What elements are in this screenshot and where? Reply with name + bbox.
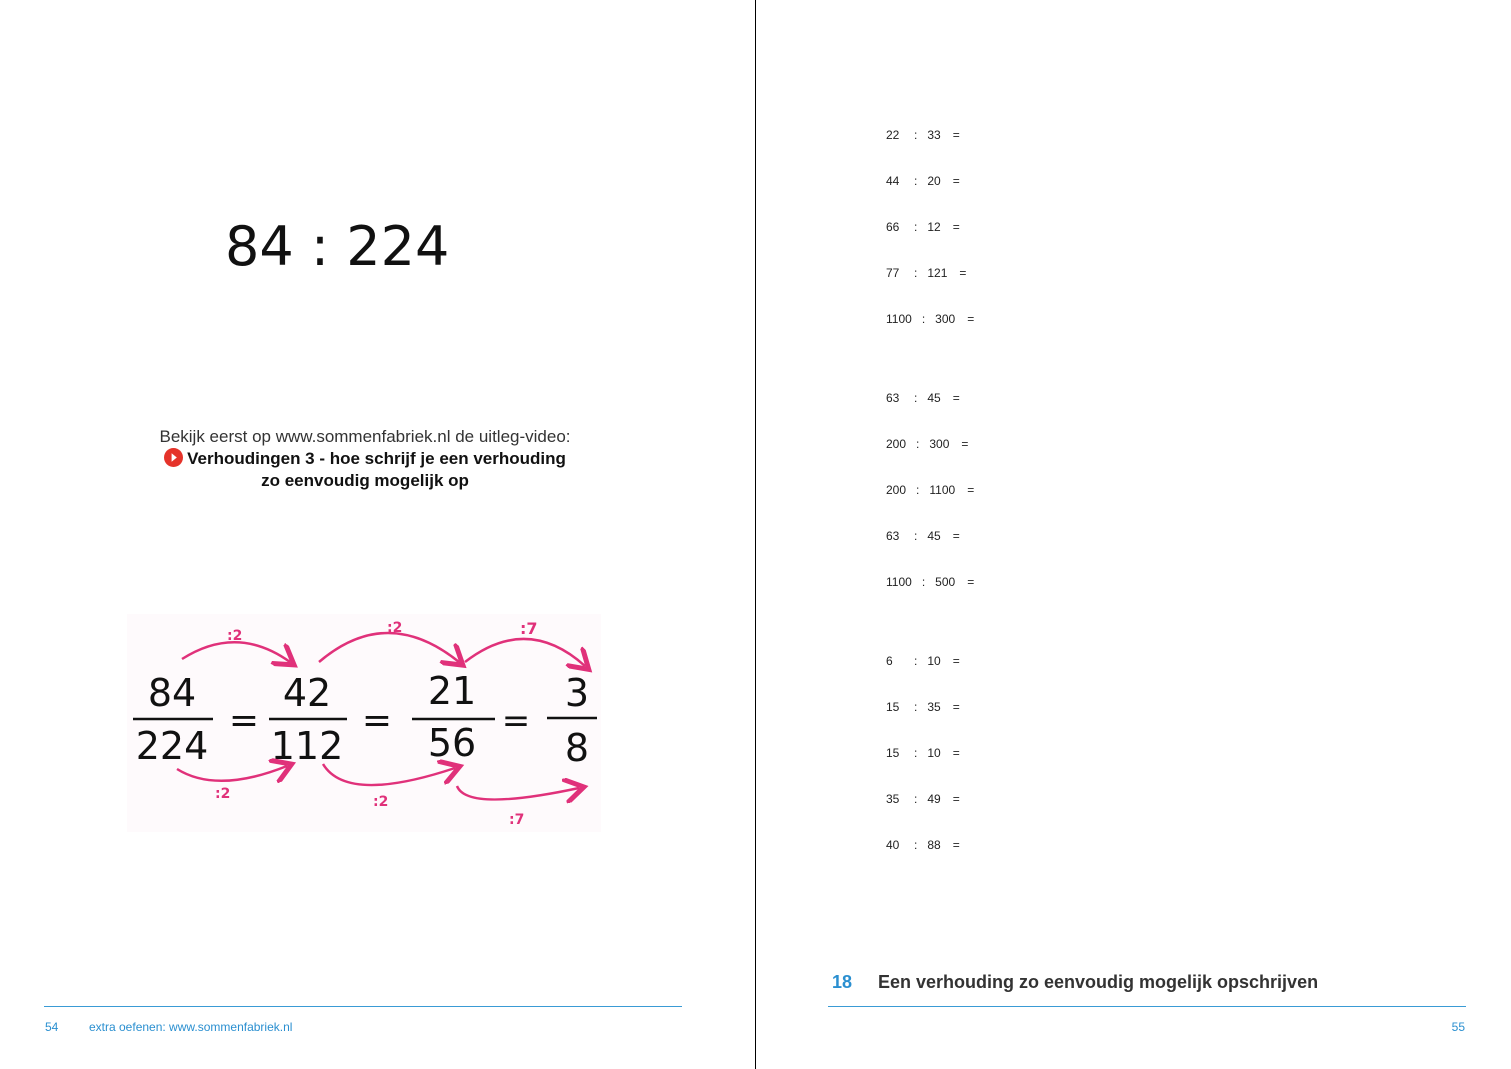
fraction-3-den: 56 — [427, 721, 477, 765]
bottom-arrow-label-3: :7 — [509, 812, 525, 828]
equals-sign-3: = — [501, 701, 531, 741]
exercise-row: 40 : 88 = — [886, 838, 960, 852]
exercise-row: 1100 : 300 = — [886, 312, 975, 326]
book-spine — [755, 0, 756, 1069]
exercise-row: 15 : 35 = — [886, 700, 960, 714]
page-number-left: 54 — [45, 1020, 59, 1034]
footer-divider-right — [828, 1006, 1466, 1007]
exercise-row: 200 : 300 = — [886, 437, 969, 451]
footer-left — [45, 1020, 292, 1034]
chapter-heading — [832, 972, 1318, 993]
exercise-row: 77 : 121 = — [886, 266, 967, 280]
fraction-4-den: 8 — [564, 726, 590, 770]
video-title-line2: zo eenvoudig mogelijk op — [261, 471, 469, 490]
video-title-line1: Verhoudingen 3 - hoe schrijf je een verhouding — [187, 449, 566, 468]
chapter-number: 18 — [832, 972, 853, 992]
exercise-row: 1100 : 500 = — [886, 575, 975, 589]
fraction-simplification-figure — [127, 614, 601, 832]
fraction-1-den: 224 — [135, 724, 209, 768]
bottom-arrow-label-2: :2 — [373, 794, 389, 810]
fraction-2-den: 112 — [270, 724, 344, 768]
exercise-row: 6 : 10 = — [886, 654, 960, 668]
handwritten-ratio-text: 84 : 224 — [225, 215, 450, 278]
fraction-2-num: 42 — [282, 671, 332, 715]
chapter-title: Een verhouding zo eenvoudig mogelijk opschrijven — [878, 972, 1319, 992]
bottom-arrow-label-1: :2 — [215, 786, 231, 802]
fraction-3-num: 21 — [427, 669, 477, 713]
video-intro: Bekijk eerst op www.sommenfabriek.nl de uitleg-video: — [159, 427, 571, 446]
exercise-row: 66 : 12 = — [886, 220, 960, 234]
exercise-row: 63 : 45 = — [886, 529, 960, 543]
exercise-group-2 — [886, 391, 974, 621]
exercise-row: 44 : 20 = — [886, 174, 960, 188]
equals-sign-2: = — [361, 700, 393, 741]
exercise-group-3 — [886, 654, 960, 884]
top-arrow-label-1: :2 — [227, 628, 243, 644]
exercise-row: 22 : 33 = — [886, 128, 960, 142]
top-arrow-label-3: :7 — [520, 619, 538, 638]
exercise-row: 35 : 49 = — [886, 792, 960, 806]
video-link[interactable] — [100, 448, 630, 470]
top-arrow-label-2: :2 — [387, 620, 403, 636]
footer-divider-left — [44, 1006, 682, 1007]
equals-sign-1: = — [228, 700, 260, 741]
page-number-right: 55 — [1451, 1020, 1465, 1034]
exercise-row: 15 : 10 = — [886, 746, 960, 760]
exercise-row: 63 : 45 = — [886, 391, 960, 405]
fraction-4-num: 3 — [564, 671, 590, 715]
handwritten-ratio — [215, 205, 455, 285]
exercise-row: 200 : 1100 = — [886, 483, 975, 497]
footer-link[interactable]: extra oefenen: www.sommenfabriek.nl — [89, 1020, 293, 1034]
exercise-group-1 — [886, 128, 974, 358]
play-icon[interactable] — [164, 448, 183, 467]
fraction-1-num: 84 — [147, 671, 197, 715]
video-reference — [100, 426, 630, 492]
